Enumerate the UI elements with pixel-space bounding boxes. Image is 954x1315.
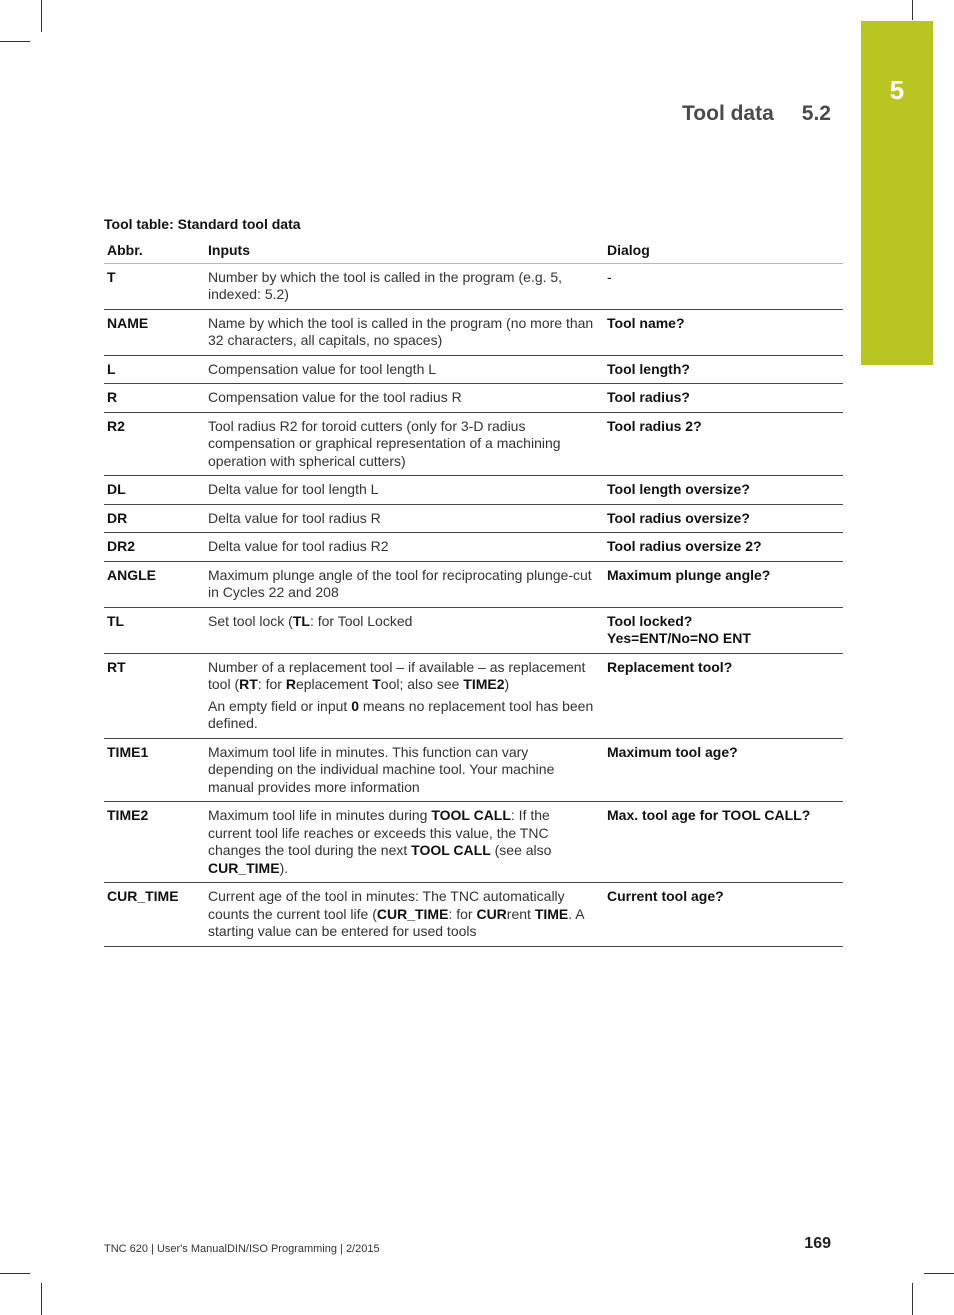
chapter-number: 5 [889, 75, 905, 105]
crop-mark [912, 0, 913, 20]
dialog-cell: Tool radius? [607, 389, 690, 405]
dialog-cell: Tool radius 2? [607, 417, 702, 434]
table-row [104, 264, 843, 310]
section-number: 5.2 [801, 102, 831, 125]
inputs-cell [208, 807, 604, 877]
dialog-line: Yes=ENT/No=NO ENT [607, 630, 751, 646]
abbr-cell: NAME [107, 314, 149, 331]
text-run-bold: TL [292, 612, 310, 629]
inputs-cell [208, 613, 604, 648]
dialog-line: Tool locked? [607, 612, 693, 629]
text-run: . A starting value can be entered for used tools [208, 905, 584, 939]
text-run: : If the current tool life reaches or exceeds this value, the TNC changes the tool during the next [208, 807, 550, 858]
dialog-cell: Maximum plunge angle? [607, 566, 771, 583]
text-run-bold: TOOL CALL [411, 842, 491, 858]
dialog-cell: Tool radius oversize? [607, 509, 750, 526]
text-run: Current age of the tool in minutes: The TNC automatically counts the current tool life ( [208, 888, 565, 922]
text-run: : for [448, 905, 477, 922]
text-run: : for Tool Locked [309, 612, 413, 629]
text-run-bold: CUR_TIME [376, 905, 449, 922]
crop-mark [0, 1273, 30, 1274]
table-row [104, 384, 843, 413]
inputs-cell: Delta value for tool radius R [208, 509, 381, 526]
dialog-cell: Tool name? [607, 314, 685, 331]
text-run: Maximum tool life in minutes during [208, 807, 432, 823]
abbr-cell: RT [107, 658, 126, 675]
text-run: rent [506, 905, 535, 922]
inputs-paragraph [208, 698, 596, 733]
text-run-bold: CUR_TIME [208, 859, 280, 876]
inputs-cell: Compensation value for tool length L [208, 360, 437, 377]
text-run-bold: TOOL CALL [431, 807, 511, 823]
text-run: ool; also see [380, 676, 464, 692]
header-dialog: Dialog [607, 242, 650, 258]
abbr-cell: ANGLE [107, 566, 156, 583]
page-number: 169 [804, 1235, 831, 1252]
text-run-bold: CUR [476, 905, 507, 922]
text-run: means no replacement tool has been defined. [208, 697, 594, 731]
table-row [104, 608, 843, 654]
crop-mark [41, 0, 42, 32]
text-run: Set tool lock ( [208, 612, 293, 629]
abbr-cell: T [107, 268, 116, 285]
table-row [104, 413, 843, 477]
text-run: An empty field or input [208, 697, 352, 714]
abbr-cell: CUR_TIME [107, 888, 179, 904]
dialog-cell [604, 613, 843, 648]
text-run-bold: RT [239, 676, 258, 692]
abbr-cell: TIME1 [107, 743, 149, 760]
dialog-cell: Tool radius oversize 2? [607, 538, 762, 554]
dialog-cell: Max. tool age for TOOL CALL? [607, 807, 811, 823]
text-run: ). [279, 859, 289, 876]
table-header [104, 240, 843, 264]
table-row [104, 802, 843, 883]
section-title: Tool data [682, 102, 774, 125]
crop-mark [912, 1283, 913, 1315]
chapter-tab [861, 21, 933, 365]
inputs-paragraph [208, 659, 596, 694]
dialog-cell: Maximum tool age? [607, 743, 738, 760]
inputs-cell [208, 659, 604, 733]
text-run-bold: T [372, 676, 381, 692]
table-caption: Tool table: Standard tool data [104, 216, 301, 232]
dialog-cell: Current tool age? [607, 888, 724, 904]
text-run: eplacement [295, 676, 373, 692]
inputs-cell: Name by which the tool is called in the program (no more than 32 characters, all capitals, no spaces) [208, 314, 594, 348]
crop-mark [0, 41, 30, 42]
inputs-cell: Number by which the tool is called in the program (e.g. 5, indexed: 5.2) [208, 268, 563, 302]
table-row [104, 562, 843, 608]
dialog-cell: Tool length oversize? [607, 481, 750, 497]
text-run: : for [257, 676, 286, 692]
abbr-cell: DL [107, 481, 126, 497]
abbr-cell: TL [107, 612, 125, 629]
inputs-cell: Maximum tool life in minutes. This function can vary depending on the individual machine tool. Your machine manual provides more information [208, 743, 555, 795]
dialog-cell: Replacement tool? [607, 658, 733, 675]
text-run-bold: TIME [534, 905, 569, 922]
abbr-cell: DR [107, 509, 128, 526]
dialog-cell: Tool length? [607, 360, 690, 377]
page-header [682, 102, 831, 126]
abbr-cell: DR2 [107, 538, 136, 554]
table-row [104, 310, 843, 356]
header-abbr: Abbr. [107, 242, 143, 258]
table-row [104, 356, 843, 385]
table-row [104, 533, 843, 562]
text-run: ) [504, 676, 510, 692]
table-row [104, 505, 843, 534]
inputs-cell: Tool radius R2 for toroid cutters (only for 3-D radius compensation or graphical representation of a machining operation with spherical cutters) [208, 417, 561, 469]
abbr-cell: TIME2 [107, 807, 149, 823]
text-run: Number of a replacement tool – if available – as replacement tool ( [208, 658, 586, 692]
table-row [104, 654, 843, 739]
text-run-bold: 0 [351, 697, 359, 714]
text-run-bold: TIME2 [463, 676, 505, 692]
abbr-cell: R [107, 389, 118, 405]
table-row [104, 883, 843, 947]
abbr-cell: R2 [107, 417, 125, 434]
inputs-cell: Delta value for tool radius R2 [208, 538, 389, 554]
text-run-bold: R [285, 676, 296, 692]
inputs-cell: Maximum plunge angle of the tool for reciprocating plunge-cut in Cycles 22 and 208 [208, 566, 592, 600]
inputs-cell: Compensation value for the tool radius R [208, 389, 462, 405]
tool-data-table [104, 240, 843, 947]
table-row [104, 739, 843, 803]
footer-doc-info: TNC 620 | User's ManualDIN/ISO Programming | 2/2015 [104, 1243, 380, 1255]
inputs-cell [208, 888, 604, 941]
inputs-cell: Delta value for tool length L [208, 481, 379, 497]
text-run: (see also [490, 842, 552, 858]
abbr-cell: L [107, 360, 116, 377]
table-row [104, 476, 843, 505]
crop-mark [924, 1273, 954, 1274]
dialog-cell: - [607, 268, 612, 285]
crop-mark [41, 1283, 42, 1315]
header-inputs: Inputs [208, 242, 250, 258]
